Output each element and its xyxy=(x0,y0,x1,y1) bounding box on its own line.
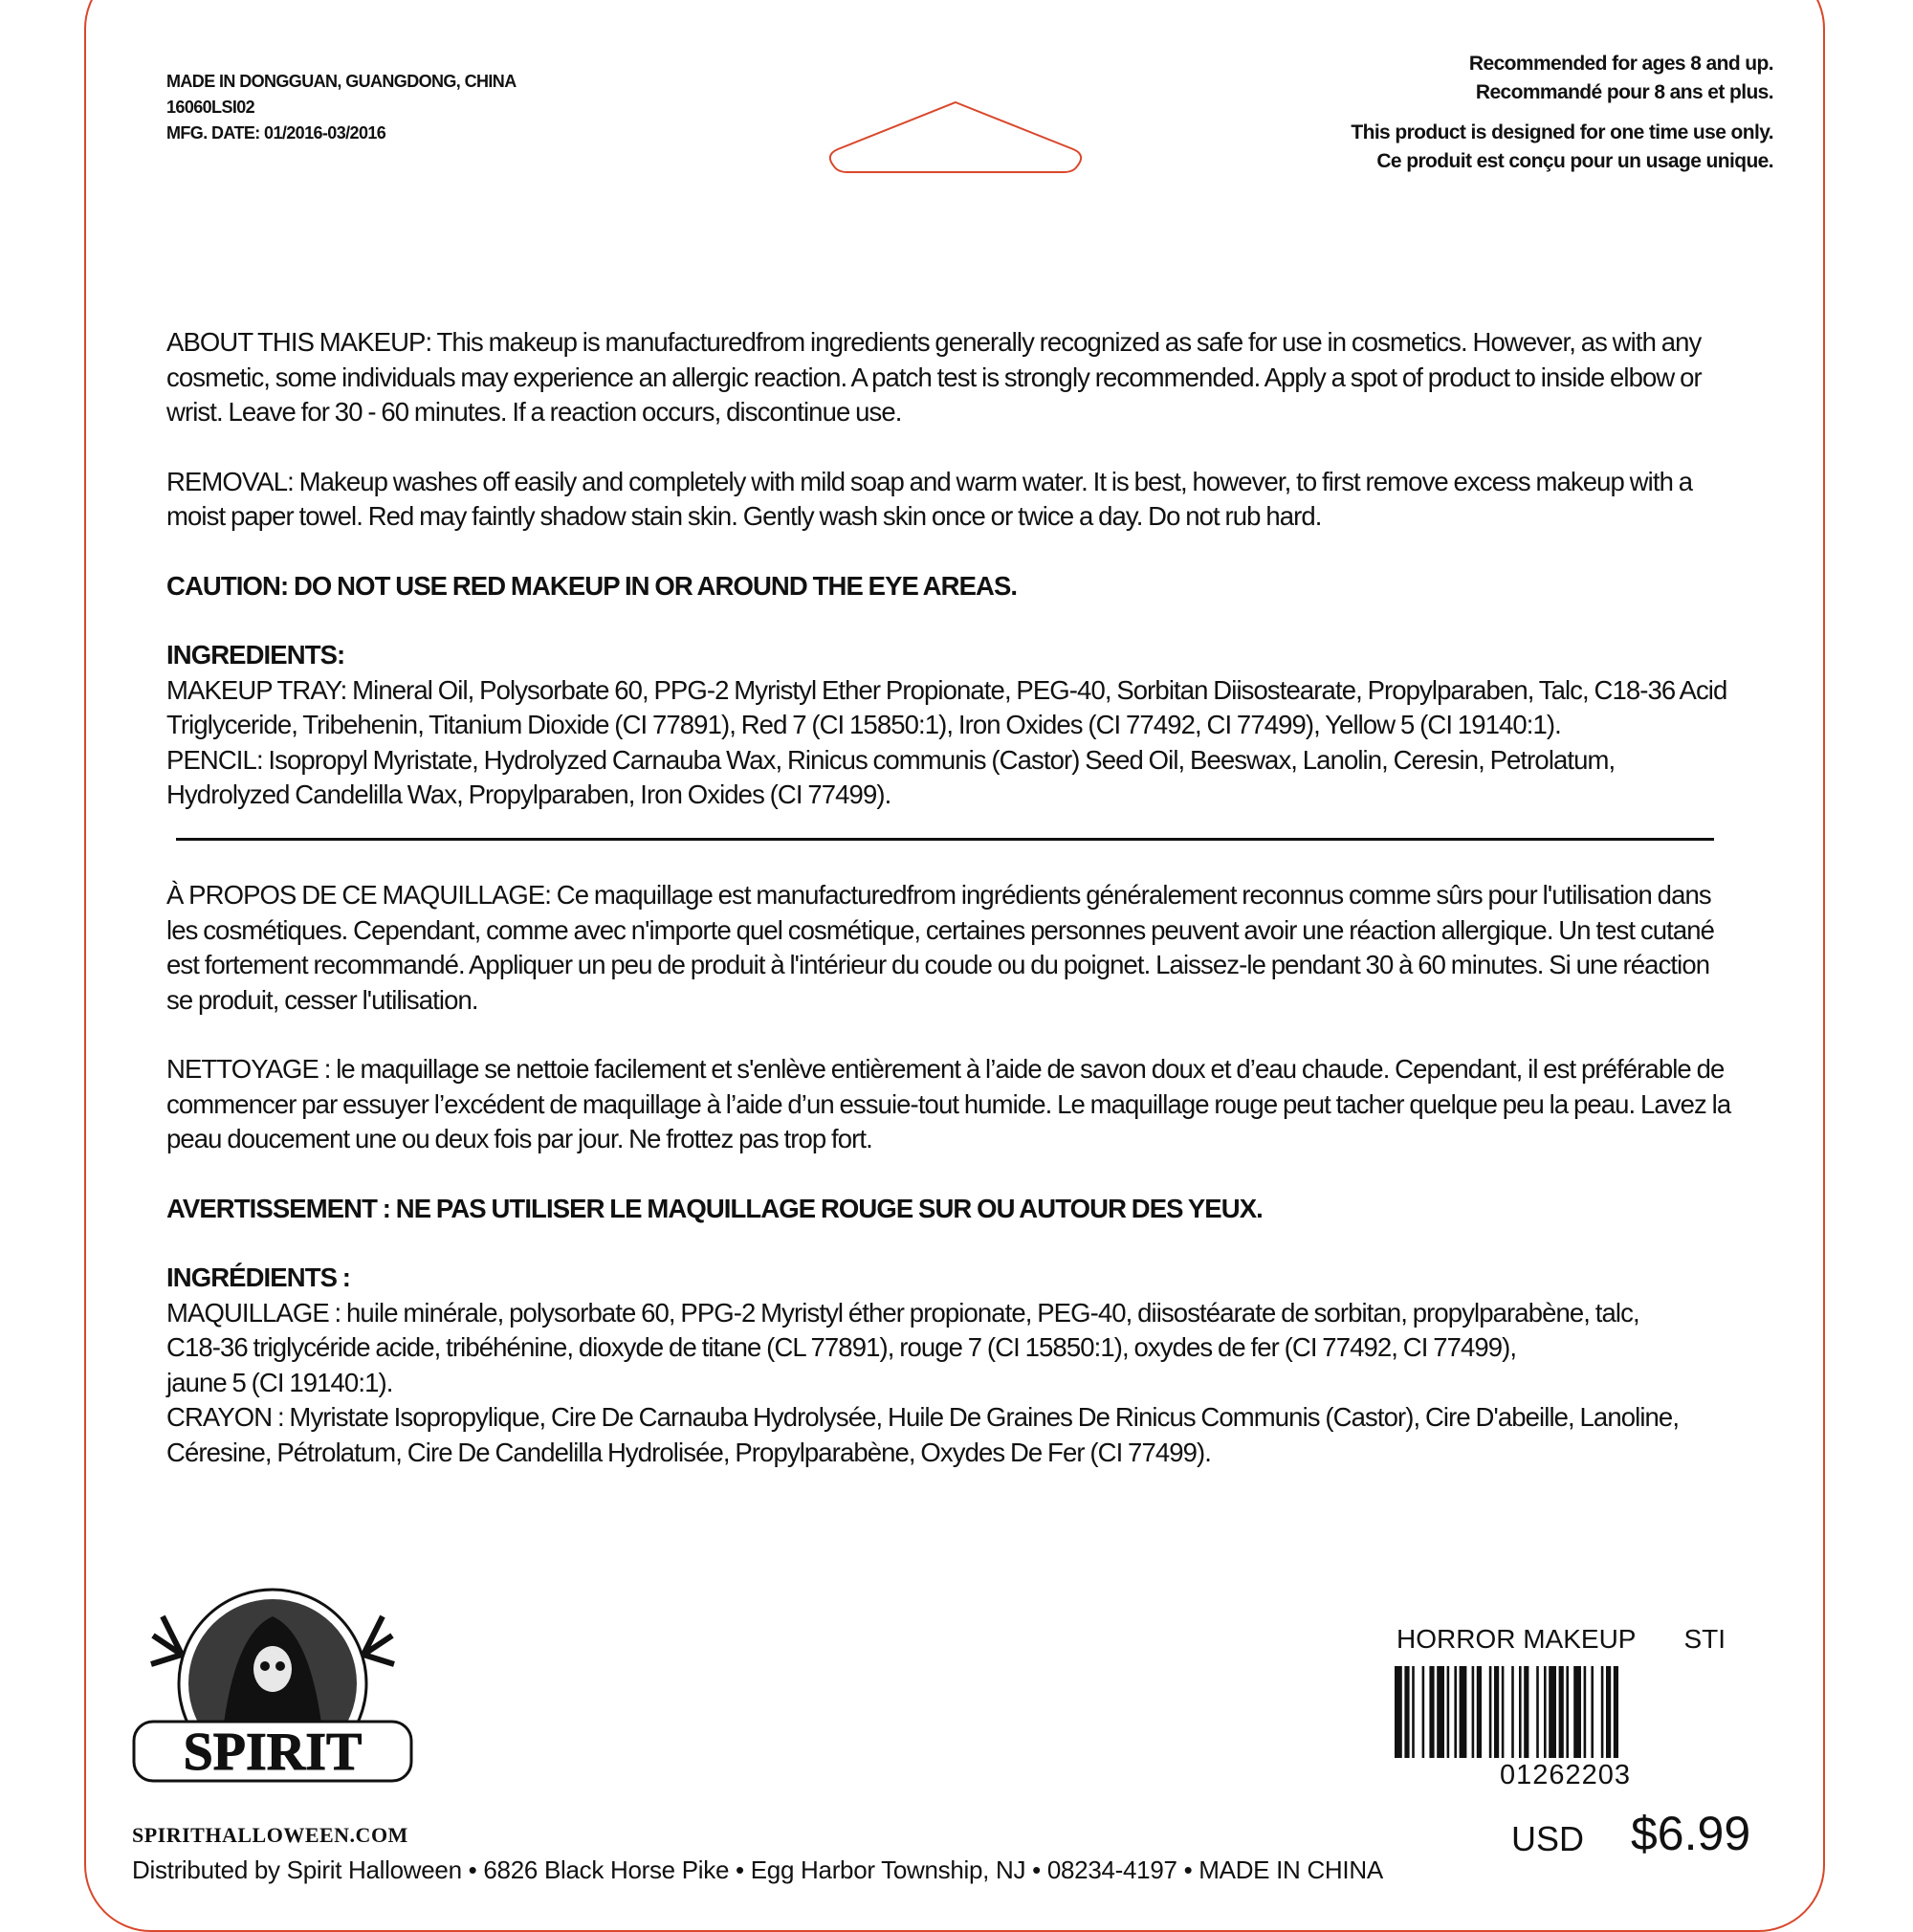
section-divider xyxy=(176,838,1714,841)
tray-ingredients-fr-3: jaune 5 (CI 19140:1). xyxy=(166,1367,393,1397)
pencil-ingredients: PENCIL: Isopropyl Myristate, Hydrolyzed Carnauba Wax, Rinicus communis (Castor) Seed Oil, Beeswax, Lanolin, Ceresin, Petrolatum, Hydrolyzed Candelilla Wax, Propylparaben, Iron Oxides (CI 77499). xyxy=(166,744,1616,809)
barcode-bar xyxy=(1524,1666,1528,1758)
barcode-bar xyxy=(1573,1666,1581,1758)
barcode-bar xyxy=(1584,1666,1587,1758)
origin-text: MADE IN DONGGUAN, GUANGDONG, CHINA xyxy=(166,72,517,91)
website: SPIRITHALLOWEEN.COM xyxy=(132,1823,408,1847)
age-notice-en: Recommended for ages 8 and up. xyxy=(1468,53,1773,75)
ingredients-heading-fr: INGRÉDIENTS : xyxy=(166,1262,351,1292)
caution-heading: CAUTION: DO NOT USE RED MAKEUP IN OR AROUND THE EYE AREAS. xyxy=(166,570,1018,601)
ingredients-heading: INGREDIENTS: xyxy=(166,640,345,670)
barcode-bar xyxy=(1549,1666,1556,1758)
age-notice-fr: Recommandé pour 8 ans et plus. xyxy=(1475,81,1773,103)
price-tag-label xyxy=(1396,1624,1726,1655)
barcode-bar xyxy=(1502,1666,1505,1758)
barcode-bar xyxy=(1404,1666,1409,1758)
mfg-date: MFG. DATE: 01/2016-03/2016 xyxy=(166,123,386,143)
barcode-bar xyxy=(1412,1666,1415,1758)
barcode-bar xyxy=(1454,1666,1457,1758)
use-notice-fr: Ce produit est conçu pour un usage unique. xyxy=(1376,150,1773,172)
barcode-bar xyxy=(1606,1666,1611,1758)
spirit-logo xyxy=(124,1578,421,1817)
barcode-bar xyxy=(1559,1666,1564,1758)
barcode-bar xyxy=(1447,1666,1450,1758)
barcode-bar xyxy=(1601,1666,1604,1758)
about-paragraph: ABOUT THIS MAKEUP: This makeup is manufacturedfrom ingredients generally recognized as safe for use in cosmetics. However, as with any cosmetic, some individuals may experience an allergic reaction. A patch test is strongly recommended. Apply a spot of product to inside elbow or wrist. Leave for 30 - 60 minutes. If a reaction occurs, discontinue use. xyxy=(166,327,1702,427)
barcode-bar xyxy=(1591,1666,1594,1758)
store-code: STI xyxy=(1683,1624,1726,1654)
svg-text:SPIRIT: SPIRIT xyxy=(183,1723,363,1782)
barcode-bar xyxy=(1494,1666,1499,1758)
barcode-bar xyxy=(1460,1666,1467,1758)
barcode-bar xyxy=(1422,1666,1425,1758)
barcode-bar xyxy=(1519,1666,1522,1758)
barcode-bar xyxy=(1566,1666,1569,1758)
use-notice-en: This product is designed for one time use only. xyxy=(1351,121,1773,143)
about-paragraph-fr: À PROPOS DE CE MAQUILLAGE: Ce maquillage est manufacturedfrom ingrédients généralement reconnus comme sûrs pour l'utilisation dans les cosmétiques. Cependant, comme avec n'importe quel cosmétique, certaines personnes peuvent avoir une réaction allergique. Un test cutané est fortement recommandé. Appliquer un peu de produit à l'intérieur du coude ou du poignet. Laissez-le pendant 30 à 60 minutes. Si une réaction se produit, cesser l'utilisation. xyxy=(166,880,1715,1015)
barcode-bar xyxy=(1429,1666,1434,1758)
manufacture-info xyxy=(166,69,517,146)
product-category: HORROR MAKEUP xyxy=(1396,1624,1637,1654)
distributor-line: Distributed by Spirit Halloween • 6826 Black Horse Pike • Egg Harbor Township, NJ • 08234-4197 • MADE IN CHINA xyxy=(132,1855,1383,1884)
barcode-number: 01262203 xyxy=(1500,1760,1632,1790)
hang-hole xyxy=(826,99,1085,176)
pencil-ingredients-fr: CRAYON : Myristate Isopropylique, Cire De Carnauba Hydrolysée, Huile De Graines De Rinicus Communis (Castor), Cire D'abeille, Lanoline, Céresine, Pétrolatum, Cire De Candelilla Hydrolisée, Propylparabène, Oxydes De Fer (CI 77499). xyxy=(166,1402,1680,1467)
age-notice xyxy=(1199,50,1773,176)
barcode-bar xyxy=(1536,1666,1539,1758)
removal-paragraph: REMOVAL: Makeup washes off easily and completely with mild soap and warm water. It is best, however, to first remove excess makeup with a moist paper towel. Red may faintly shadow stain skin. Gently wash skin once or twice a day. Do not rub hard. xyxy=(166,466,1693,531)
barcode-bar xyxy=(1511,1666,1514,1758)
caution-heading-fr: AVERTISSEMENT : NE PAS UTILISER LE MAQUILLAGE ROUGE SUR OU AUTOUR DES YEUX. xyxy=(166,1193,1263,1223)
price: $6.99 xyxy=(1631,1807,1751,1860)
barcode-bar xyxy=(1489,1666,1492,1758)
barcode xyxy=(1395,1666,1741,1758)
french-section xyxy=(166,878,1735,1470)
english-section xyxy=(166,325,1735,813)
tray-ingredients: MAKEUP TRAY: Mineral Oil, Polysorbate 60, PPG-2 Myristyl Ether Propionate, PEG-40, Sorbitan Diisostearate, Propylparaben, Talc, C18-36 Acid Triglyceride, Tribehenin, Titanium Dioxide (CI 77891), Red 7 (CI 15850:1), Iron Oxides (CI 77492, CI 77499), Yellow 5 (CI 19140:1). xyxy=(166,674,1727,739)
barcode-bar xyxy=(1544,1666,1547,1758)
barcode-bar xyxy=(1437,1666,1444,1758)
barcode-bar xyxy=(1395,1666,1402,1758)
removal-paragraph-fr: NETTOYAGE : le maquillage se nettoie facilement et s'enlève entièrement à l’aide de savon doux et d’eau chaude. Cependant, il est préférable de commencer par essuyer l’excédent de maquillage à l’aide d’un essuie-tout humide. Le maquillage rouge peut tacher quelque peu la peau. Lavez la peau doucement une ou deux fois par jour. Ne frottez pas trop fort. xyxy=(166,1054,1731,1153)
currency: USD xyxy=(1511,1819,1585,1858)
barcode-bar xyxy=(1477,1666,1482,1758)
barcode-bar xyxy=(1472,1666,1475,1758)
tray-ingredients-fr-2: C18-36 triglycéride acide, tribéhénine, dioxyde de titane (CL 77891), rouge 7 (CI 15850:1), oxydes de fer (CI 77492, CI 77499), xyxy=(166,1332,1517,1362)
barcode-bar xyxy=(1614,1666,1618,1758)
lot-number: 16060LSI02 xyxy=(166,98,255,117)
tray-ingredients-fr-1: MAQUILLAGE : huile minérale, polysorbate 60, PPG-2 Myristyl éther propionate, PEG-40, diisostéarate de sorbitan, propylparabène, talc, xyxy=(166,1297,1639,1328)
